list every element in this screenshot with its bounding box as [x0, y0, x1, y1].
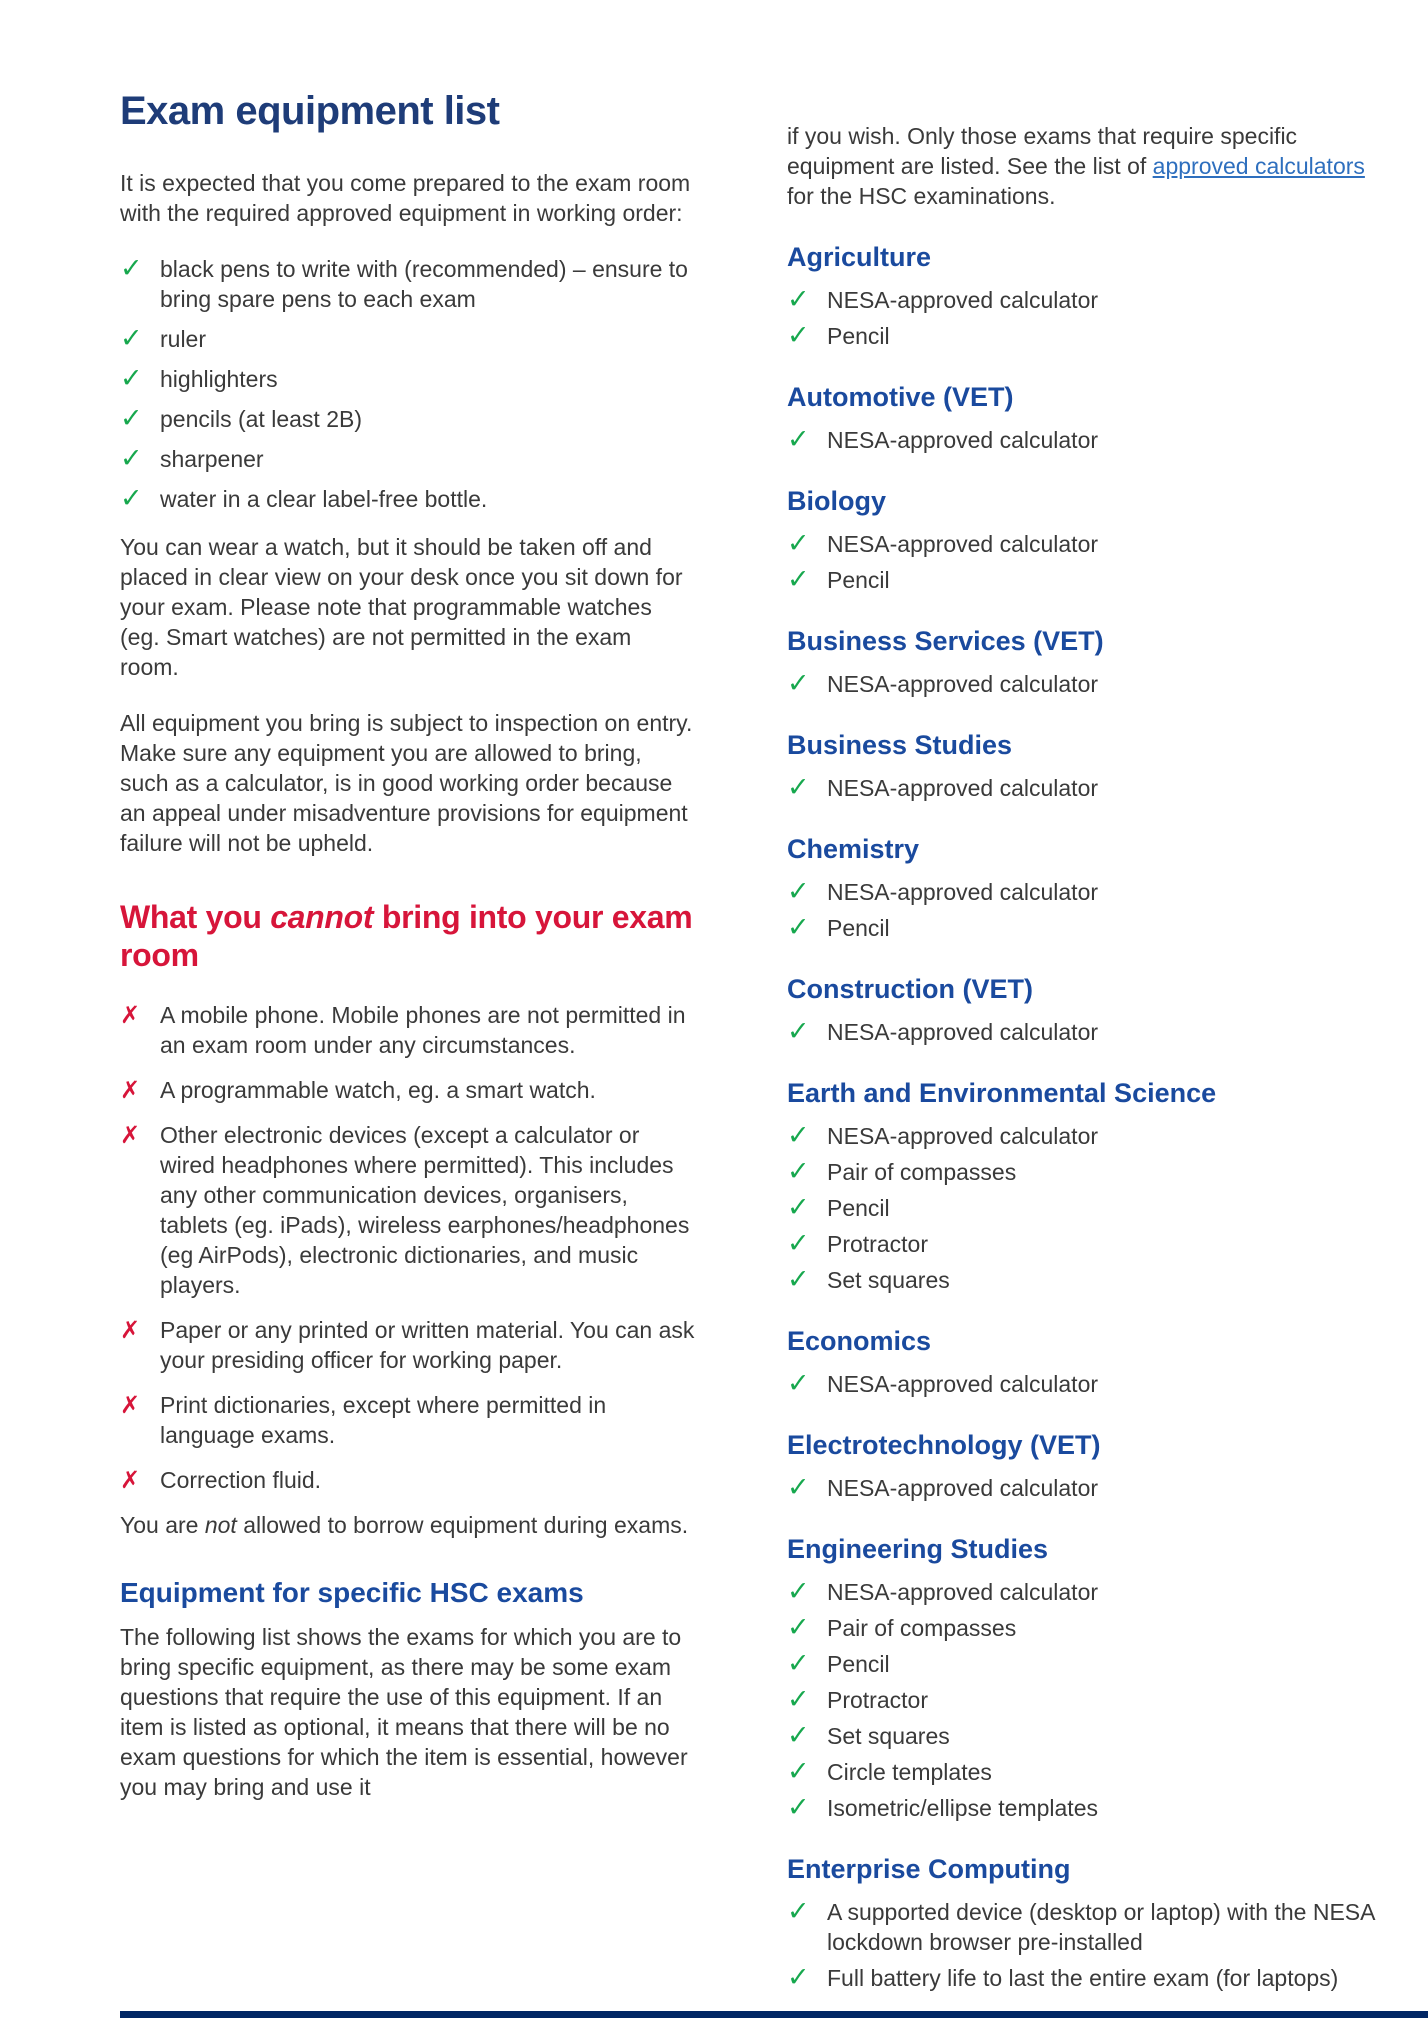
- subject-heading: Engineering Studies: [787, 1534, 1049, 1564]
- cross-item-label: A programmable watch, eg. a smart watch.: [160, 1077, 596, 1103]
- check-item: [787, 1577, 1395, 1607]
- check-icon: ✓: [787, 876, 810, 907]
- check-item-label: Pencil: [827, 323, 890, 349]
- specific-exams-intro: The following list shows the exams for which you are to bring specific equipment, as there may be some exam questions that require the use of this equipment. If an item is listed as optional, it means that there will be no exam questions for which the item is essential, however you may bring and use it: [120, 1624, 688, 1800]
- check-item: [787, 425, 1395, 455]
- check-icon: ✓: [787, 528, 810, 559]
- cross-item-label: Paper or any printed or written material. You can ask your presiding officer for working paper.: [160, 1317, 695, 1373]
- check-item: [120, 444, 695, 474]
- check-item-label: Pencil: [827, 567, 890, 593]
- check-item-label: Pencil: [827, 1195, 890, 1221]
- borrow-note-post: allowed to borrow equipment during exams.: [236, 1512, 689, 1538]
- check-icon: ✓: [787, 424, 810, 455]
- cross-icon: ✗: [120, 1466, 141, 1494]
- cross-icon: ✗: [120, 1121, 141, 1149]
- approved-calculators-link[interactable]: approved calculators: [1152, 153, 1365, 179]
- subject-heading: Electrotechnology (VET): [787, 1430, 1101, 1460]
- check-item-label: NESA-approved calculator: [827, 879, 1099, 905]
- check-icon: ✓: [787, 912, 810, 943]
- subject-heading: Automotive (VET): [787, 382, 1014, 412]
- check-item-label: NESA-approved calculator: [827, 287, 1099, 313]
- check-item-label: NESA-approved calculator: [827, 671, 1099, 697]
- specific-exams-heading: Equipment for specific HSC exams: [120, 1577, 584, 1608]
- check-item: [787, 321, 1395, 351]
- continuation-pre: if you wish. Only those exams that require specific equipment are listed. See the list of: [787, 123, 1298, 179]
- check-item: [787, 565, 1395, 595]
- check-item: [787, 285, 1395, 315]
- check-icon: ✓: [787, 1192, 810, 1223]
- check-item: [787, 1121, 1395, 1151]
- subject-heading: Construction (VET): [787, 974, 1033, 1004]
- check-icon: ✓: [120, 483, 143, 514]
- bring-checklist: [120, 254, 695, 514]
- check-item: [787, 1017, 1395, 1047]
- check-item: [787, 1613, 1395, 1643]
- check-icon: ✓: [120, 363, 143, 394]
- borrow-note-emphasis: not: [204, 1512, 237, 1538]
- check-item: [787, 1757, 1395, 1787]
- inspection-note: All equipment you bring is subject to inspection on entry. Make sure any equipment you are allowed to bring, such as a calculator, is in good working order because an appeal under misadventure provisions for equipment failure will not be upheld.: [120, 710, 693, 856]
- cannot-heading-post: bring into your exam room: [120, 899, 693, 973]
- check-icon: ✓: [787, 1228, 810, 1259]
- cross-icon: ✗: [120, 1316, 141, 1344]
- check-icon: ✓: [787, 1576, 810, 1607]
- check-item-label: NESA-approved calculator: [827, 531, 1099, 557]
- cross-item: [120, 1315, 695, 1375]
- check-item-label: NESA-approved calculator: [827, 1579, 1099, 1605]
- check-item-label: Full battery life to last the entire exam (for laptops): [827, 1965, 1339, 1991]
- cross-item: [120, 1075, 695, 1105]
- cannot-heading-pre: What you: [120, 899, 271, 935]
- continuation-post: for the HSC examinations.: [787, 183, 1056, 209]
- check-icon: ✓: [787, 1792, 810, 1823]
- check-item-label: pencils (at least 2B): [160, 406, 362, 432]
- check-item: [787, 1649, 1395, 1679]
- check-item: [787, 1229, 1395, 1259]
- check-icon: ✓: [787, 1472, 810, 1503]
- check-item-label: highlighters: [160, 366, 278, 392]
- check-icon: ✓: [787, 1612, 810, 1643]
- check-item: [787, 669, 1395, 699]
- check-item-label: water in a clear label-free bottle.: [160, 486, 488, 512]
- check-icon: ✓: [787, 1368, 810, 1399]
- check-item: [787, 1685, 1395, 1715]
- check-item: [787, 1473, 1395, 1503]
- check-item-label: NESA-approved calculator: [827, 1371, 1099, 1397]
- borrow-note-pre: You are: [120, 1512, 205, 1538]
- watch-note: You can wear a watch, but it should be taken off and placed in clear view on your desk once you sit down for your exam. Please note that programmable watches (eg. Smart watches) are not permitted in the exam room.: [120, 534, 683, 680]
- check-icon: ✓: [787, 564, 810, 595]
- cross-icon: ✗: [120, 1391, 141, 1419]
- check-icon: ✓: [787, 320, 810, 351]
- check-item: [787, 529, 1395, 559]
- check-icon: ✓: [120, 443, 143, 474]
- cross-item-label: Print dictionaries, except where permitted in language exams.: [160, 1392, 607, 1448]
- check-icon: ✓: [787, 1264, 810, 1295]
- check-item: [787, 1265, 1395, 1295]
- check-item: [787, 877, 1395, 907]
- check-item: [120, 364, 695, 394]
- check-icon: ✓: [787, 1156, 810, 1187]
- check-item-label: NESA-approved calculator: [827, 427, 1099, 453]
- cross-icon: ✗: [120, 1001, 141, 1029]
- intro-paragraph: It is expected that you come prepared to the exam room with the required approved equipment in working order:: [120, 170, 691, 226]
- check-item-label: NESA-approved calculator: [827, 775, 1099, 801]
- check-icon: ✓: [120, 253, 143, 284]
- cross-item-label: Correction fluid.: [160, 1467, 322, 1493]
- check-icon: ✓: [787, 668, 810, 699]
- check-item: [787, 1369, 1395, 1399]
- check-item: [787, 1193, 1395, 1223]
- check-item-label: Circle templates: [827, 1759, 992, 1785]
- check-icon: ✓: [787, 1896, 810, 1927]
- check-icon: ✓: [120, 323, 143, 354]
- check-item-label: black pens to write with (recommended) – ensure to bring spare pens to each exam: [160, 256, 688, 312]
- check-icon: ✓: [120, 403, 143, 434]
- cannot-bring-heading: [120, 898, 695, 974]
- page-title: Exam equipment list: [120, 89, 500, 133]
- subject-heading: Chemistry: [787, 834, 920, 864]
- check-icon: ✓: [787, 1962, 810, 1993]
- cross-item-label: A mobile phone. Mobile phones are not permitted in an exam room under any circumstances.: [160, 1002, 686, 1058]
- check-item-label: Pair of compasses: [827, 1159, 1017, 1185]
- cross-item-label: Other electronic devices (except a calculator or wired headphones where permitted). This includes any other communication devices, organisers, tablets (eg. iPads), wireless earphones/headphones (eg AirPods), electronic dictionaries, and music players.: [160, 1122, 690, 1298]
- check-item: [787, 1721, 1395, 1751]
- check-icon: ✓: [787, 1720, 810, 1751]
- check-item: [120, 324, 695, 354]
- subject-heading: Economics: [787, 1326, 932, 1356]
- left-column: [120, 88, 695, 1999]
- check-item: [120, 404, 695, 434]
- cross-item: [120, 1120, 695, 1300]
- cross-item: [120, 1390, 695, 1450]
- check-icon: ✓: [787, 1756, 810, 1787]
- check-item: [787, 1157, 1395, 1187]
- subject-heading: Business Studies: [787, 730, 1013, 760]
- check-item: [120, 254, 695, 314]
- check-item-label: Isometric/ellipse templates: [827, 1795, 1098, 1821]
- check-icon: ✓: [787, 284, 810, 315]
- continuation-paragraph: [787, 121, 1395, 211]
- cannot-list: [120, 1000, 695, 1495]
- check-item-label: NESA-approved calculator: [827, 1475, 1099, 1501]
- check-item-label: Protractor: [827, 1231, 928, 1257]
- check-item-label: NESA-approved calculator: [827, 1019, 1099, 1045]
- check-item-label: Pencil: [827, 1651, 890, 1677]
- check-item: [120, 484, 695, 514]
- check-item-label: Set squares: [827, 1723, 950, 1749]
- check-icon: ✓: [787, 1648, 810, 1679]
- check-icon: ✓: [787, 1684, 810, 1715]
- subject-heading: Enterprise Computing: [787, 1854, 1071, 1884]
- check-icon: ✓: [787, 1120, 810, 1151]
- right-column: [787, 88, 1395, 1999]
- cross-icon: ✗: [120, 1076, 141, 1104]
- subject-heading: Agriculture: [787, 242, 932, 272]
- subject-heading: Earth and Environmental Science: [787, 1078, 1217, 1108]
- check-item-label: Set squares: [827, 1267, 950, 1293]
- cross-item: [120, 1465, 695, 1495]
- check-icon: ✓: [787, 772, 810, 803]
- subject-heading: Biology: [787, 486, 886, 516]
- check-item-label: NESA-approved calculator: [827, 1123, 1099, 1149]
- check-item: [787, 773, 1395, 803]
- borrow-note: [120, 1510, 695, 1540]
- check-item-label: A supported device (desktop or laptop) with the NESA lockdown browser pre-installed: [827, 1899, 1375, 1955]
- check-item: [787, 1963, 1395, 1993]
- subject-sections: [787, 241, 1395, 1993]
- subject-heading: Business Services (VET): [787, 626, 1104, 656]
- check-item: [787, 1793, 1395, 1823]
- cannot-heading-emphasis: cannot: [270, 899, 374, 935]
- cross-item: [120, 1000, 695, 1060]
- check-item-label: sharpener: [160, 446, 264, 472]
- check-item-label: Protractor: [827, 1687, 928, 1713]
- check-item-label: Pair of compasses: [827, 1615, 1017, 1641]
- check-item: [787, 913, 1395, 943]
- check-item: [787, 1897, 1395, 1957]
- footer-rule: [120, 2011, 1428, 2018]
- check-icon: ✓: [787, 1016, 810, 1047]
- check-item-label: Pencil: [827, 915, 890, 941]
- check-item-label: ruler: [160, 326, 207, 352]
